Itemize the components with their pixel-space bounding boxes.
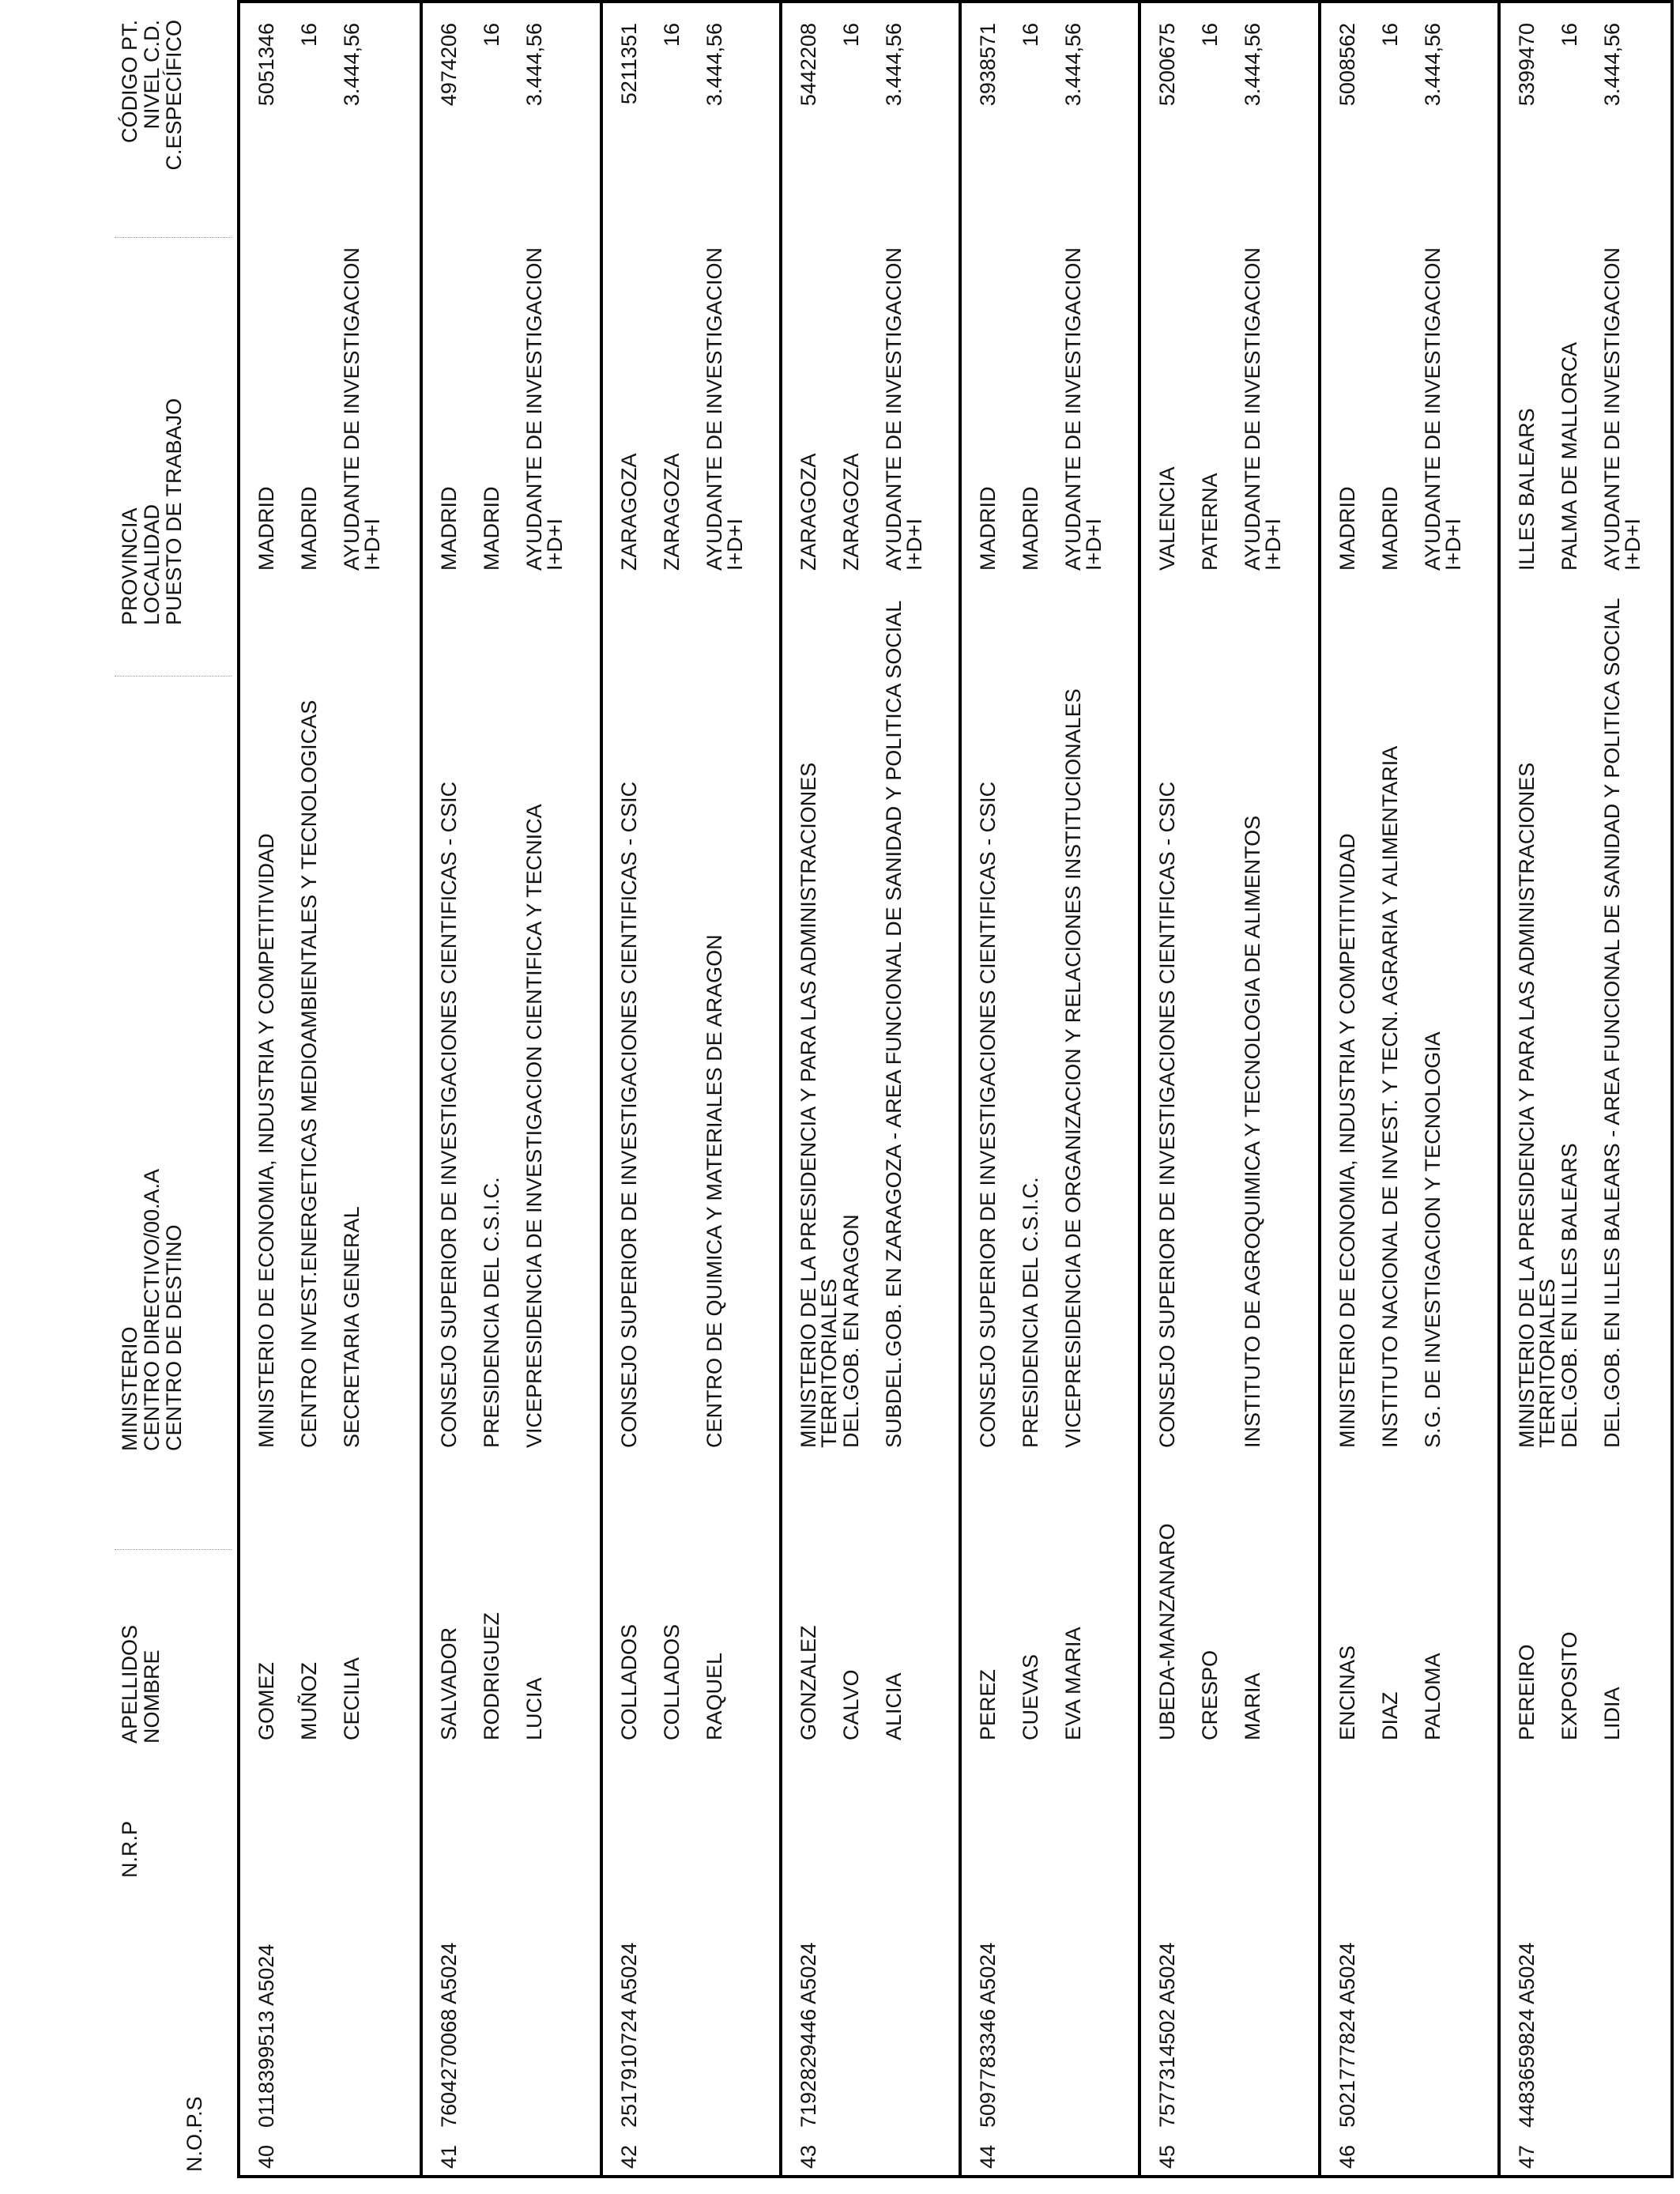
record-especifico: 3.444,56 [1061,23,1085,107]
record-ministerio: MINISTERIO DE LA PRESIDENCIA Y PARA LAS ADMINISTRACIONES TERRITORIALES [796,762,841,1448]
record-nombre: RAQUEL [702,1652,726,1740]
record-localidad: ZARAGOZA [838,453,863,571]
record-centro-destino: DEL.GOB. EN ILLES BALEARS - AREA FUNCIONAL DE SANIDAD Y POLITICA SOCIAL [1599,598,1624,1448]
record-apellido1: SALVADOR [437,1627,461,1740]
header-codigo [119,20,185,171]
record-nombre: LIDIA [1599,1687,1624,1740]
table-row [1138,3,1317,2175]
record-apellido2: EXPOSITO [1557,1631,1581,1740]
record-nivel: 16 [838,23,863,47]
header-ministerio [119,1169,185,1451]
table-row [1318,3,1497,2175]
record-apellido1: PEREIRO [1514,1644,1539,1740]
record-puesto: AYUDANTE DE INVESTIGACION I+D+I [340,247,384,571]
header-codigo-line: CÓDIGO PT. [118,20,141,144]
table-row [600,3,779,2175]
record-localidad: MADRID [480,486,504,571]
record-nivel: 16 [1019,23,1042,47]
header-nombre-line: NOMBRE [140,1649,164,1744]
record-nrp: 7192829446 A5024 [796,1942,820,2128]
header-centro-directivo-line: CENTRO DIRECTIVO/00.A.A [140,1168,164,1451]
record-codigo: 3938571 [976,23,1000,107]
record-centro-directivo: DEL.GOB. EN ARAGON [838,1214,863,1448]
record-localidad: MADRID [1019,486,1042,571]
record-codigo: 5200675 [1155,23,1180,107]
record-nivel: 16 [480,23,504,47]
header-nrp: N.R.P [118,1820,141,1878]
record-puesto: AYUDANTE DE INVESTIGACION I+D+I [881,247,926,571]
record-especifico: 3.444,56 [702,23,726,107]
record-puesto: AYUDANTE DE INVESTIGACION I+D+I [702,247,747,571]
record-number: 42 [616,2144,641,2169]
record-apellido1: UBEDA-MANZANARO [1155,1523,1180,1740]
record-nombre: ALICIA [881,1672,906,1740]
header-separator [115,237,232,238]
record-localidad: ZARAGOZA [659,453,684,571]
record-centro-directivo: PRESIDENCIA DEL C.S.I.C. [480,1177,504,1448]
record-provincia: MADRID [976,486,1000,571]
record-nivel: 16 [297,23,321,47]
record-provincia: MADRID [437,486,461,571]
record-number: 44 [976,2144,1000,2169]
record-ministerio: MINISTERIO DE ECONOMIA, INDUSTRIA Y COMPETITIVIDAD [1335,833,1359,1448]
record-centro-directivo: INSTITUTO NACIONAL DE INVEST. Y TECN. AGRARIA Y ALIMENTARIA [1377,745,1402,1448]
record-apellido2: CRESPO [1198,1649,1222,1740]
records-table [237,0,1674,2178]
record-apellido1: COLLADOS [616,1623,641,1740]
record-nrp: 4483659824 A5024 [1514,1942,1539,2128]
record-centro-destino: INSTITUTO DE AGROQUIMICA Y TECNOLOGIA DE ALIMENTOS [1241,815,1265,1448]
record-nrp: 5021777824 A5024 [1335,1942,1359,2128]
header-ministerio-line: MINISTERIO [118,1326,141,1451]
table-row [1497,3,1677,2175]
record-puesto: AYUDANTE DE INVESTIGACION I+D+I [1241,247,1286,571]
header-separator [115,1549,232,1550]
record-ministerio: MINISTERIO DE ECONOMIA, INDUSTRIA Y COMPETITIVIDAD [254,833,278,1448]
header-nivel-line: NIVEL C.D. [140,20,164,130]
record-nivel: 16 [1198,23,1222,47]
record-nrp: 7604270068 A5024 [437,1942,461,2128]
record-provincia: ZARAGOZA [616,453,641,571]
record-puesto: AYUDANTE DE INVESTIGACION I+D+I [1061,247,1106,571]
record-centro-destino: VICEPRESIDENCIA DE INVESTIGACION CIENTIFICA Y TECNICA [522,804,547,1448]
record-especifico: 3.444,56 [340,23,363,107]
header-provincia [119,398,185,625]
table-row [240,3,420,2175]
record-centro-destino: SECRETARIA GENERAL [340,1206,363,1448]
record-nrp: 2517910724 A5024 [616,1942,641,2128]
record-centro-directivo: PRESIDENCIA DEL C.S.I.C. [1019,1177,1042,1448]
record-provincia: ZARAGOZA [796,453,820,571]
record-localidad: PALMA DE MALLORCA [1557,341,1581,571]
record-especifico: 3.444,56 [522,23,547,107]
record-number: 46 [1335,2144,1359,2169]
record-centro-directivo: CENTRO INVEST.ENERGETICAS MEDIOAMBIENTALES Y TECNOLOGICAS [297,699,321,1448]
record-nivel: 16 [1377,23,1402,47]
record-apellido2: RODRIGUEZ [480,1612,504,1740]
record-especifico: 3.444,56 [1241,23,1265,107]
record-especifico: 3.444,56 [1420,23,1445,107]
header-puesto-line: PUESTO DE TRABAJO [162,398,186,625]
record-number: 40 [254,2144,278,2169]
record-apellido2: CUEVAS [1019,1653,1042,1740]
record-nivel: 16 [659,23,684,47]
record-provincia: VALENCIA [1155,466,1180,571]
record-centro-directivo: DEL.GOB. EN ILLES BALEARS [1557,1143,1581,1448]
record-localidad: MADRID [297,486,321,571]
record-provincia: ILLES BALEARS [1514,408,1539,571]
record-apellido2: DIAZ [1377,1691,1402,1740]
header-apellidos [119,1625,163,1744]
header-nops: N.O.P.S [183,2096,206,2172]
record-apellido2: CALVO [838,1669,863,1740]
record-ministerio: CONSEJO SUPERIOR DE INVESTIGACIONES CIENTIFICAS - CSIC [1155,781,1180,1448]
header-separator [115,676,232,677]
record-number: 41 [437,2144,461,2169]
header-apellidos-line: APELLIDOS [118,1624,141,1744]
record-puesto: AYUDANTE DE INVESTIGACION I+D+I [1420,247,1465,571]
record-number: 47 [1514,2144,1539,2169]
table-row [420,3,599,2175]
record-codigo: 4974206 [437,23,461,107]
table-row [779,3,959,2175]
record-ministerio: CONSEJO SUPERIOR DE INVESTIGACIONES CIENTIFICAS - CSIC [616,781,641,1448]
record-apellido2: COLLADOS [659,1623,684,1740]
record-localidad: MADRID [1377,486,1402,571]
table-row [959,3,1138,2175]
record-nombre: PALOMA [1420,1653,1445,1740]
header-especifico-line: C.ESPECÍFICO [162,20,186,171]
record-ministerio: CONSEJO SUPERIOR DE INVESTIGACIONES CIENTIFICAS - CSIC [437,781,461,1448]
record-codigo: 5399470 [1514,23,1539,107]
record-codigo: 5008562 [1335,23,1359,107]
header-centro-destino-line: CENTRO DE DESTINO [162,1224,186,1451]
record-apellido1: PEREZ [976,1668,1000,1740]
record-nrp: 5097783346 A5024 [976,1942,1000,2128]
record-nombre: EVA MARIA [1061,1627,1085,1740]
record-apellido1: GOMEZ [254,1662,278,1740]
record-provincia: MADRID [1335,486,1359,571]
record-nombre: LUCIA [522,1677,547,1740]
record-ministerio: MINISTERIO DE LA PRESIDENCIA Y PARA LAS ADMINISTRACIONES TERRITORIALES [1514,762,1559,1448]
record-localidad: PATERNA [1198,473,1222,571]
record-especifico: 3.444,56 [1599,23,1624,107]
record-codigo: 5442208 [796,23,820,107]
record-especifico: 3.444,56 [881,23,906,107]
record-apellido1: ENCINAS [1335,1645,1359,1740]
record-centro-destino: S.G. DE INVESTIGACION Y TECNOLOGIA [1420,1031,1445,1448]
record-nrp: 0118399513 A5024 [254,1943,278,2128]
record-number: 43 [796,2144,820,2169]
header-localidad-line: LOCALIDAD [140,503,164,625]
record-nrp: 7577314502 A5024 [1155,1942,1180,2128]
record-number: 45 [1155,2144,1180,2169]
record-centro-destino: VICEPRESIDENCIA DE ORGANIZACION Y RELACIONES INSTITUCIONALES [1061,688,1085,1448]
record-codigo: 5211351 [616,23,641,105]
record-provincia: MADRID [254,486,278,571]
record-puesto: AYUDANTE DE INVESTIGACION I+D+I [522,247,567,571]
record-puesto: AYUDANTE DE INVESTIGACION I+D+I [1599,247,1644,571]
record-nivel: 16 [1557,23,1581,47]
record-apellido2: MUÑOZ [297,1662,321,1740]
header-provincia-line: PROVINCIA [118,507,141,625]
record-centro-destino: CENTRO DE QUIMICA Y MATERIALES DE ARAGON [702,934,726,1448]
record-codigo: 5051346 [254,23,278,107]
record-centro-destino: SUBDEL.GOB. EN ZARAGOZA - AREA FUNCIONAL DE SANIDAD Y POLITICA SOCIAL [881,600,906,1448]
record-nombre: MARIA [1241,1672,1265,1740]
record-apellido1: GONZALEZ [796,1625,820,1740]
record-nombre: CECILIA [340,1657,363,1740]
record-ministerio: CONSEJO SUPERIOR DE INVESTIGACIONES CIENTIFICAS - CSIC [976,781,1000,1448]
